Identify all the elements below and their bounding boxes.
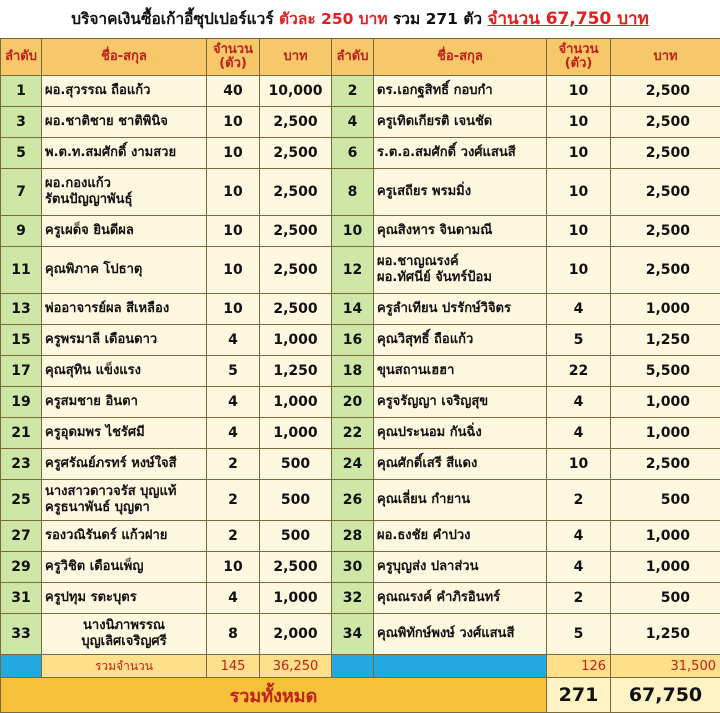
donor-qty: 10	[207, 216, 260, 247]
donor-qty: 8	[207, 614, 260, 655]
donor-qty: 10	[207, 247, 260, 294]
grand-total-qty: 271	[547, 678, 611, 713]
donor-amount: 500	[260, 449, 332, 480]
donor-no: 20	[332, 387, 374, 418]
donor-name: ดร.เอกฐสิทธิ์ กอบกำ	[374, 76, 547, 107]
page-title	[0, 0, 720, 38]
donor-qty: 10	[207, 169, 260, 216]
donor-amount: 1,000	[611, 418, 720, 449]
donor-qty: 10	[547, 169, 611, 216]
donor-no: 31	[1, 583, 42, 614]
donor-amount: 1,000	[260, 583, 332, 614]
donor-name: ร.ต.อ.สมศักดิ์ วงศ์แสนสี	[374, 138, 547, 169]
donor-name: คุณศักดิ์เสรี สีแดง	[374, 449, 547, 480]
donor-qty: 10	[207, 294, 260, 325]
donor-name: คุณวิสุทธิ์ ถือแก้ว	[374, 325, 547, 356]
donor-no: 23	[1, 449, 42, 480]
donor-qty: 2	[207, 521, 260, 552]
donor-qty: 2	[207, 480, 260, 521]
donor-qty: 10	[207, 138, 260, 169]
donor-qty: 4	[207, 418, 260, 449]
donor-name: ครูสมชาย อินตา	[42, 387, 207, 418]
header-row	[1, 39, 720, 76]
donor-qty: 4	[547, 418, 611, 449]
donor-qty: 2	[547, 583, 611, 614]
donor-no: 32	[332, 583, 374, 614]
table-row	[1, 356, 720, 387]
donation-table	[0, 38, 720, 713]
donor-name: ผอ.ธงชัย คำปวง	[374, 521, 547, 552]
donor-amount: 10,000	[260, 76, 332, 107]
donor-name: ครูเผด็จ ยินดีผล	[42, 216, 207, 247]
donor-no: 15	[1, 325, 42, 356]
title-text: บริจาคเงินซื้อเก้าอี้ซุปเปอร์แวร์	[71, 10, 279, 28]
donor-qty: 10	[547, 216, 611, 247]
header-qty: จำนวน (ตัว)	[207, 39, 260, 76]
donor-qty: 4	[547, 552, 611, 583]
donor-amount: 1,250	[611, 325, 720, 356]
donor-qty: 4	[547, 521, 611, 552]
table-row	[1, 614, 720, 655]
header-no: ลำดับ	[332, 39, 374, 76]
donor-amount: 2,500	[611, 169, 720, 216]
donor-no: 14	[332, 294, 374, 325]
donor-name: นางนิภาพรรณ บุญเลิศเจริญศรี	[42, 614, 207, 655]
donor-amount: 1,000	[611, 294, 720, 325]
donor-name: รองวณิรันดร์ แก้วฝาย	[42, 521, 207, 552]
donor-qty: 40	[207, 76, 260, 107]
donor-qty: 10	[547, 76, 611, 107]
donor-no: 19	[1, 387, 42, 418]
donor-qty: 2	[207, 449, 260, 480]
donor-amount: 500	[611, 480, 720, 521]
summary-right-qty: 126	[547, 655, 611, 678]
donor-qty: 22	[547, 356, 611, 387]
donor-amount: 5,500	[611, 356, 720, 387]
donor-amount: 1,000	[611, 387, 720, 418]
table-row	[1, 521, 720, 552]
donor-no: 13	[1, 294, 42, 325]
title-count: รวม 271 ตัว	[388, 10, 488, 28]
donor-qty: 10	[547, 138, 611, 169]
donor-name: ครูบุญส่ง ปลาส่วน	[374, 552, 547, 583]
donor-qty: 10	[547, 247, 611, 294]
donor-amount: 1,000	[260, 325, 332, 356]
donor-name: ครูอุดมพร ไชรัศมี	[42, 418, 207, 449]
table-row	[1, 107, 720, 138]
donor-no: 30	[332, 552, 374, 583]
donor-amount: 1,000	[260, 418, 332, 449]
donor-name: ครูเสถียร พรมมิ่ง	[374, 169, 547, 216]
donor-no: 5	[1, 138, 42, 169]
summary-blank	[374, 655, 547, 678]
title-total: จำนวน 67,750 บาท	[488, 9, 649, 29]
donor-qty: 4	[547, 387, 611, 418]
table-row	[1, 418, 720, 449]
header-name: ชื่อ-สกุล	[374, 39, 547, 76]
donor-amount: 500	[260, 521, 332, 552]
donor-qty: 10	[547, 449, 611, 480]
donor-no: 4	[332, 107, 374, 138]
donor-name: ผอ.ชาติชาย ชาติพินิจ	[42, 107, 207, 138]
donor-no: 12	[332, 247, 374, 294]
header-no: ลำดับ	[1, 39, 42, 76]
donor-no: 6	[332, 138, 374, 169]
donor-amount: 1,000	[611, 521, 720, 552]
table-row	[1, 294, 720, 325]
donor-no: 24	[332, 449, 374, 480]
donor-amount: 2,500	[260, 552, 332, 583]
donor-amount: 2,500	[260, 107, 332, 138]
donor-amount: 2,500	[260, 294, 332, 325]
summary-blank	[1, 655, 42, 678]
summary-right-amount: 31,500	[611, 655, 720, 678]
header-amount: บาท	[611, 39, 720, 76]
grand-total-label: รวมทั้งหมด	[1, 678, 547, 713]
donor-amount: 2,500	[260, 138, 332, 169]
table-row	[1, 216, 720, 247]
donor-no: 16	[332, 325, 374, 356]
title-price: ตัวละ 250 บาท	[279, 10, 388, 28]
summary-left-amount: 36,250	[260, 655, 332, 678]
table-row	[1, 169, 720, 216]
donor-qty: 10	[207, 552, 260, 583]
donor-no: 28	[332, 521, 374, 552]
donor-qty: 10	[207, 107, 260, 138]
donor-no: 29	[1, 552, 42, 583]
table-row	[1, 138, 720, 169]
donor-no: 34	[332, 614, 374, 655]
summary-row	[1, 655, 720, 678]
donor-name: คุณพิภาค โปธาตุ	[42, 247, 207, 294]
grand-total-amount: 67,750	[611, 678, 720, 713]
donor-no: 27	[1, 521, 42, 552]
donor-no: 33	[1, 614, 42, 655]
summary-blank	[332, 655, 374, 678]
header-amount: บาท	[260, 39, 332, 76]
donor-name: พ.ต.ท.สมศักดิ์ งามสวย	[42, 138, 207, 169]
donor-no: 11	[1, 247, 42, 294]
donor-amount: 2,500	[260, 216, 332, 247]
donor-qty: 4	[207, 583, 260, 614]
donor-amount: 1,250	[611, 614, 720, 655]
table-row	[1, 480, 720, 521]
donor-name: คุณเลี่ยน กำยาน	[374, 480, 547, 521]
donor-name: ครูปทุม รตะบุตร	[42, 583, 207, 614]
donor-amount: 2,500	[611, 76, 720, 107]
donor-qty: 5	[547, 614, 611, 655]
donor-amount: 500	[260, 480, 332, 521]
donor-amount: 2,500	[611, 216, 720, 247]
donor-name: พ่ออาจารย์ผล สีเหลือง	[42, 294, 207, 325]
donor-name: ผอ.กองแก้ว รัตนปัญญาพันธุ์	[42, 169, 207, 216]
donor-no: 8	[332, 169, 374, 216]
donor-name: ขุนสถานเฮฮา	[374, 356, 547, 387]
donor-amount: 1,000	[260, 387, 332, 418]
donor-amount: 2,500	[611, 247, 720, 294]
summary-left-qty: 145	[207, 655, 260, 678]
donor-name: ครูศรัณย์ภรทร์ หงษ์ใจสี	[42, 449, 207, 480]
donor-qty: 5	[547, 325, 611, 356]
donor-no: 3	[1, 107, 42, 138]
donor-qty: 4	[207, 387, 260, 418]
donor-no: 7	[1, 169, 42, 216]
donor-amount: 2,000	[260, 614, 332, 655]
donor-name: คุณสิงหาร จินดามณี	[374, 216, 547, 247]
donor-name: ผอ.ชาญณรงค์ ผอ.ทัศนีย์ จันทร์ป้อม	[374, 247, 547, 294]
donor-no: 22	[332, 418, 374, 449]
donor-name: นางสาวดาวจรัส บุญแท้ ครูธนาพันธ์ บุญตา	[42, 480, 207, 521]
table-row	[1, 325, 720, 356]
donor-qty: 4	[207, 325, 260, 356]
header-name: ชื่อ-สกุล	[42, 39, 207, 76]
donor-amount: 2,500	[260, 247, 332, 294]
donor-name: ครูลำเทียน ปรรักษ์วิจิตร	[374, 294, 547, 325]
donor-qty: 10	[547, 107, 611, 138]
donor-amount: 2,500	[611, 138, 720, 169]
donor-name: ครูวิชิต เดือนเพ็ญ	[42, 552, 207, 583]
donor-qty: 5	[207, 356, 260, 387]
donor-no: 25	[1, 480, 42, 521]
donor-no: 21	[1, 418, 42, 449]
donor-amount: 2,500	[611, 449, 720, 480]
table-row	[1, 247, 720, 294]
table-row	[1, 76, 720, 107]
grand-total-row	[1, 678, 720, 713]
donor-amount: 1,250	[260, 356, 332, 387]
table-row	[1, 387, 720, 418]
donor-amount: 1,000	[611, 552, 720, 583]
donor-no: 1	[1, 76, 42, 107]
donor-name: คุณณรงค์ คำภิรอินทร์	[374, 583, 547, 614]
summary-label: รวมจำนวน	[42, 655, 207, 678]
donor-amount: 2,500	[260, 169, 332, 216]
donor-no: 26	[332, 480, 374, 521]
donor-name: ผอ.สุวรรณ ถือแก้ว	[42, 76, 207, 107]
header-qty: จำนวน (ตัว)	[547, 39, 611, 76]
donor-name: ครูจรัญญา เจริญสุข	[374, 387, 547, 418]
donor-name: ครูเทิดเกียรติ เจนชัด	[374, 107, 547, 138]
donor-name: คุณประนอม กันฉิ่ง	[374, 418, 547, 449]
donor-amount: 500	[611, 583, 720, 614]
donor-name: ครูพรมาลี เดือนดาว	[42, 325, 207, 356]
donor-name: คุณสุทิน แข็งแรง	[42, 356, 207, 387]
donor-no: 10	[332, 216, 374, 247]
table-row	[1, 583, 720, 614]
donor-amount: 2,500	[611, 107, 720, 138]
donor-no: 2	[332, 76, 374, 107]
donor-qty: 4	[547, 294, 611, 325]
donor-qty: 2	[547, 480, 611, 521]
donor-name: คุณพิทักษ์พงษ์ วงศ์แสนสี	[374, 614, 547, 655]
donor-no: 17	[1, 356, 42, 387]
donor-no: 9	[1, 216, 42, 247]
table-row	[1, 449, 720, 480]
table-row	[1, 552, 720, 583]
donor-no: 18	[332, 356, 374, 387]
